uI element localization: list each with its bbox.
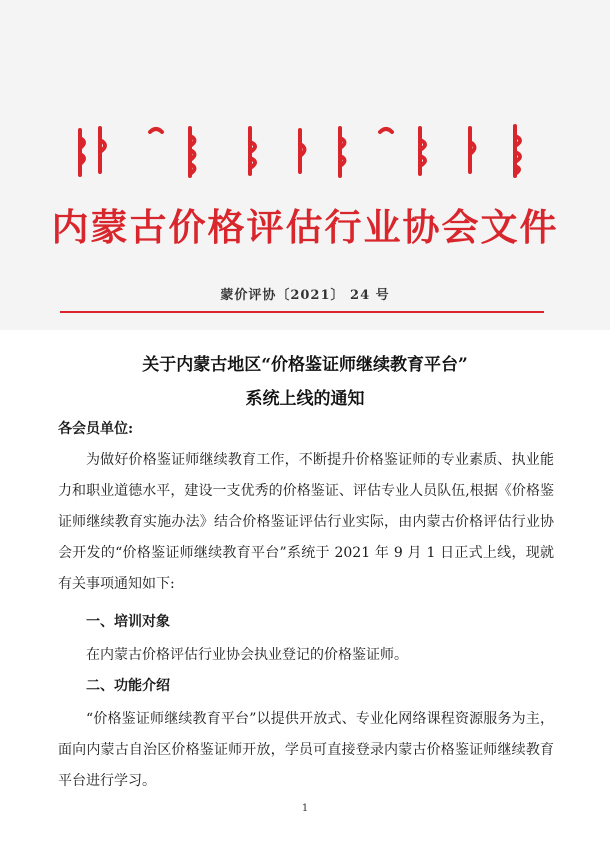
section1-heading: 一、培训对象: [86, 614, 170, 630]
document-number: 蒙价评协〔2021〕 24 号: [220, 288, 390, 303]
page-number: 1: [301, 803, 309, 814]
letterhead: [0, 0, 610, 330]
mongolian-script-emblem: [70, 120, 540, 180]
salutation: 各会员单位:: [58, 421, 134, 437]
notice-title-line2: 系统上线的通知: [245, 389, 365, 409]
section1-paragraph: 在内蒙古价格评估行业协会执业登记的价格鉴证师。: [86, 647, 408, 663]
red-divider: [60, 311, 544, 313]
organization-title: 内蒙古价格评估行业协会文件: [51, 206, 559, 249]
notice-title-line1: 关于内蒙古地区“价格鉴证师继续教育平台”: [142, 355, 468, 375]
section2-heading: 二、功能介绍: [86, 678, 170, 694]
intro-paragraph: 为做好价格鉴证师继续教育工作，不断提升价格鉴证师的专业素质、执业能力和职业道德水平，建设一支优秀的价格鉴证、评估专业人员队伍,根据《价格鉴证师继续教育实施办法》结合价格鉴证评估行业实际，由内蒙古价格评估行业协会开发的“价格鉴证师继续教育平台”系统于 2021 年 9 月 1 日正式上线，现就有关事项通知如下:: [58, 452, 554, 592]
section2-paragraph: “价格鉴证师继续教育平台”以提供开放式、专业化网络课程资源服务为主，面向内蒙古自治区价格鉴证师开放，学员可直接登录内蒙古价格鉴证师继续教育平台进行学习。: [58, 711, 554, 789]
